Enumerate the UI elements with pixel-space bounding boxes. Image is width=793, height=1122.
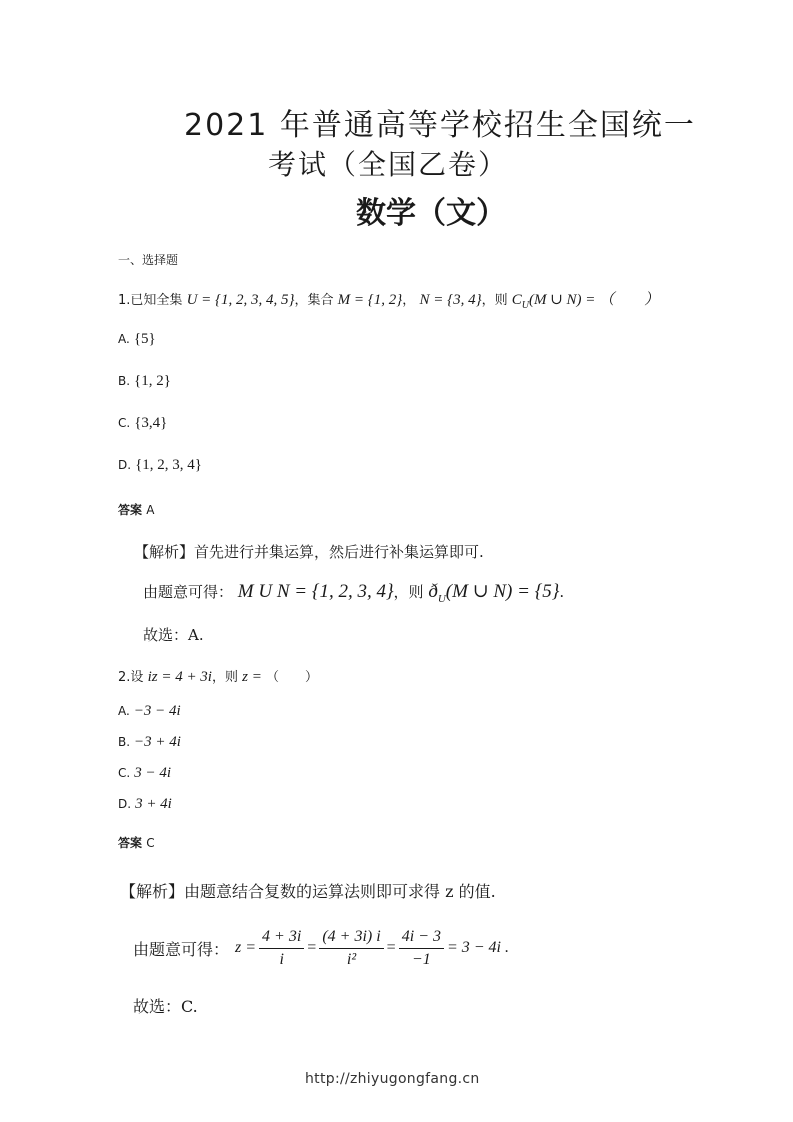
fraction-3: $\frac{4i - 3}{-1}$ — [399, 928, 444, 969]
footer-url[interactable]: http://zhiyugongfang.cn — [305, 1071, 480, 1087]
q1-conclusion: 故选：A. — [143, 626, 204, 644]
q2-conclusion: 故选：C. — [133, 997, 198, 1016]
math-set-m: M = {1, 2} — [337, 292, 403, 308]
q1-analysis: 【解析】首先进行并集运算，然后进行补集运算即可. — [134, 543, 484, 561]
question-2: 2.设 iz = 4 + 3i，则 z = （ ） — [118, 669, 319, 685]
math-complement: $C_U(M$ ∪ N) = （ ） — [511, 292, 660, 311]
q1-option-b: B. {1, 2} — [118, 373, 171, 389]
q2-analysis: 【解析】由题意结合复数的运算法则即可求得 z 的值. — [120, 882, 496, 901]
fraction-2: $\frac{(4 + 3i) i}{\text{i²}}$ — [319, 928, 383, 969]
q1-option-a: A. {5} — [118, 331, 156, 347]
fraction-1: $\frac{4 + 3i}{i}$ — [259, 928, 304, 969]
q2-answer: 答案 C — [118, 836, 155, 850]
q2-option-d: D. 3 + 4i — [118, 796, 172, 812]
q1-option-d: D. {1, 2, 3, 4} — [118, 457, 202, 473]
math-set-n: N = {3, 4} — [419, 292, 482, 308]
q2-derivation: 由题意可得： z = $\frac{4 + 3i}{i}$ = $\frac{(4 + 3i) i}{\text{i²}}$ = $\frac{4i - 3}{-1}$ = 3 − 4i . — [133, 927, 509, 968]
section-heading: 一、选择题 — [118, 253, 179, 267]
q1-answer: 答案 A — [118, 503, 155, 517]
math-set-u: U = {1, 2, 3, 4, 5} — [186, 292, 295, 308]
q2-option-a: A. −3 − 4i — [118, 703, 181, 719]
question-number: 2. — [118, 670, 131, 685]
title-line-1: 2021 年普通高等学校招生全国统一 — [184, 108, 696, 143]
question-number: 1. — [118, 293, 131, 308]
q2-option-c: C. 3 − 4i — [118, 765, 171, 781]
title-line-2: 考试（全国乙卷） — [268, 148, 509, 181]
q1-option-c: C. {3,4} — [118, 415, 168, 431]
q1-derivation: 由题意可得： M U N = {1, 2, 3, 4}，则 $ð_U(M$ ∪ N) = {5}. — [143, 581, 565, 605]
question-1: 1.已知全集 U = {1, 2, 3, 4, 5}，集合 M = {1, 2}， N = {3, 4}，则 $C_U(M$ ∪ N) = （ ） — [118, 292, 660, 311]
subject-title: 数学（文） — [356, 196, 506, 231]
q2-option-b: B. −3 + 4i — [118, 734, 181, 750]
